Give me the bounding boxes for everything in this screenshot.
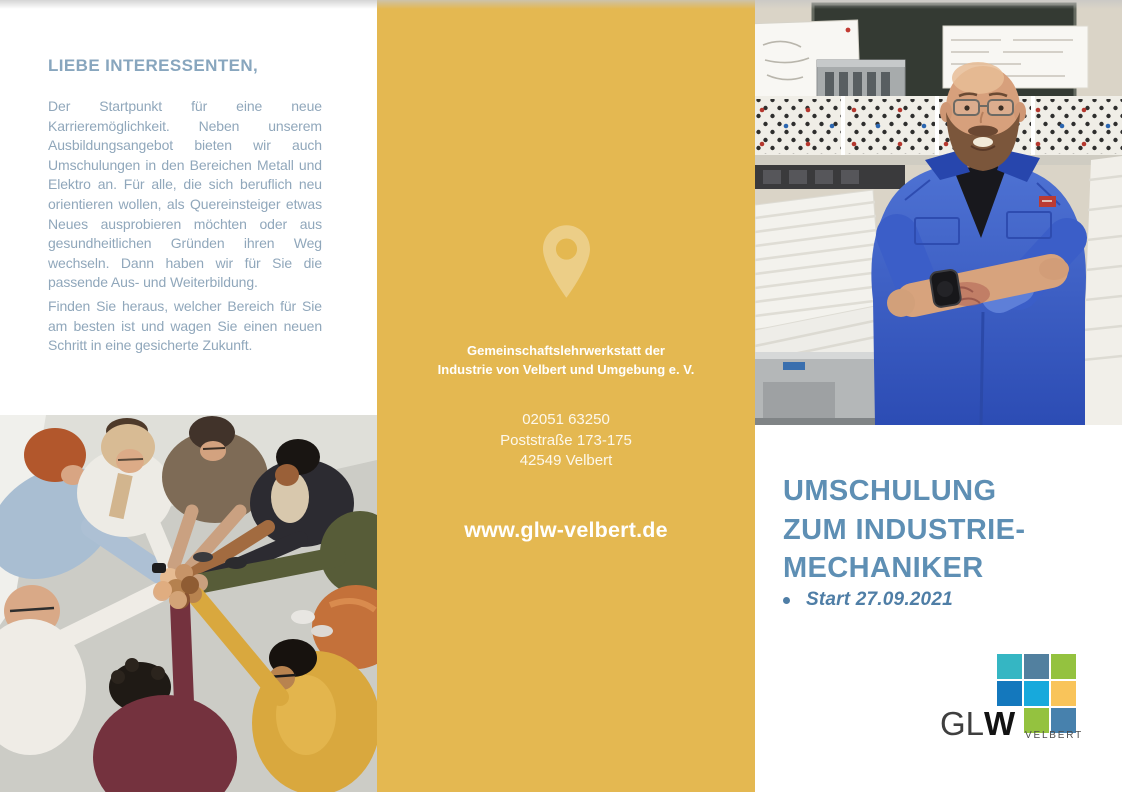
location-pin-icon (543, 225, 590, 298)
start-date-row (783, 589, 953, 611)
glw-logo-w: W (984, 705, 1016, 742)
organization-name (377, 342, 755, 379)
logo-square (1051, 654, 1076, 679)
intro-paragraph: Der Startpunkt für eine neue Karrieremöglichkeit. Neben unserem Ausbildungsangebot bieten wir auch Umschulungen in den Bereichen Metall und Elektro an. Für alle, die sich beruflich neu orientieren wollen, als Quereinsteiger etwas Neues ausprobieren möchten oder aus gesundheitlichen Gründen ihren Weg wechseln. Dann haben wir für Sie die passende Aus- und Weiterbildung. (48, 98, 322, 291)
street-address: Poststraße 173-175 (500, 431, 632, 449)
org-name-line1: Gemeinschaftslehrwerkstatt der (467, 343, 665, 358)
org-name-line2: Industrie von Velbert und Umgebung e. V. (437, 361, 695, 377)
program-title (783, 472, 1113, 588)
middle-panel (377, 0, 755, 792)
postal-city: 42549 Velbert (519, 452, 613, 469)
logo-square (1024, 654, 1049, 679)
greeting-heading: LIEBE INTERESSENTEN, (48, 56, 259, 75)
glw-logo-wordmark (940, 707, 1015, 740)
mechanic-portrait-photo (755, 0, 1122, 425)
logo-square (997, 654, 1022, 679)
program-title-line3: MECHANIKER (783, 552, 984, 584)
logo-square (1051, 681, 1076, 706)
contact-block (377, 410, 755, 472)
bullet-dot-icon (783, 597, 790, 604)
team-huddle-photo (0, 415, 377, 792)
program-title-line1: UMSCHULUNG (783, 475, 997, 507)
glw-logo-city: VELBERT (1025, 730, 1083, 741)
glw-logo-gl: GL (940, 705, 985, 742)
start-date-text: Start 27.09.2021 (806, 589, 953, 610)
right-panel (755, 0, 1122, 792)
logo-square (997, 681, 1022, 706)
phone-number: 02051 63250 (522, 411, 610, 428)
closing-paragraph: Finden Sie heraus, welcher Bereich für Sie am besten ist und wagen Sie einen neuen Schritt in eine gesicherte Zukunft. (48, 298, 322, 354)
left-panel (0, 0, 377, 792)
logo-square (1024, 681, 1049, 706)
website-link[interactable]: www.glw-velbert.de (464, 518, 668, 542)
program-title-line2: ZUM INDUSTRIE- (783, 513, 1026, 546)
